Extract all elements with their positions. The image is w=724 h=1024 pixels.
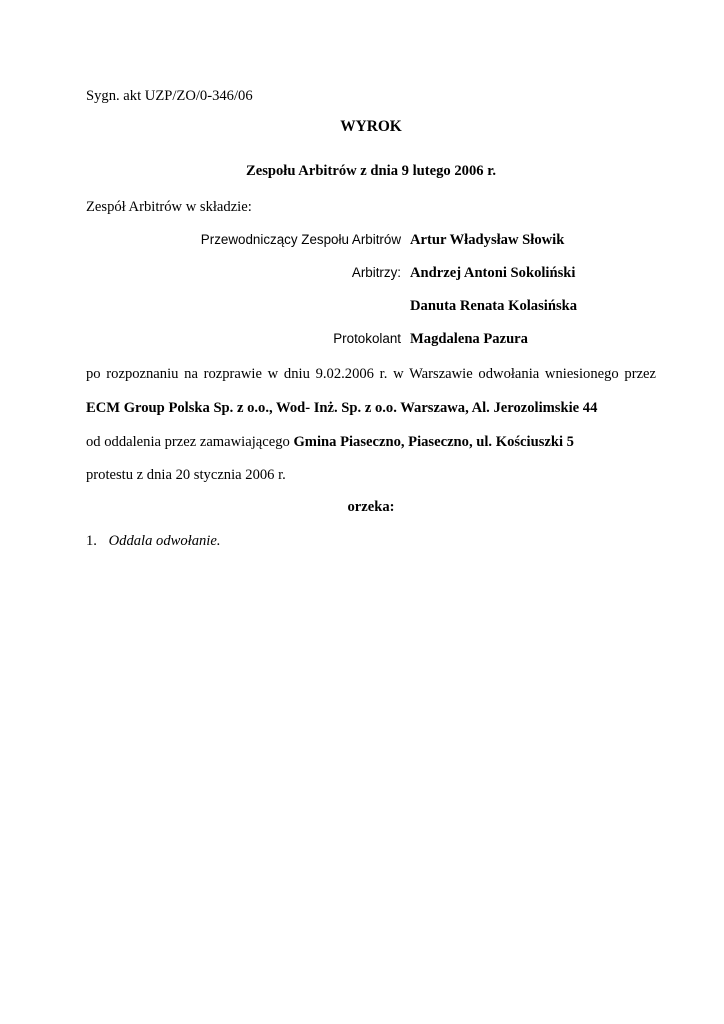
contracting-authority-name: Gmina Piaseczno, Piaseczno, ul. Kościuszki 5 xyxy=(293,434,574,450)
panel-intro: Zespół Arbitrów w składzie: xyxy=(86,199,252,215)
contracting-authority-prefix: od oddalenia przez zamawiającego xyxy=(86,434,294,450)
ruling-item-number: 1. xyxy=(86,533,97,549)
case-number: Sygn. akt UZP/ZO/0-346/06 xyxy=(86,88,253,104)
clerk-name: Magdalena Pazura xyxy=(410,331,528,347)
hearing-line: po rozpoznaniu na rozprawie w dniu 9.02.2006 r. w Warszawie odwołania wniesionego przez xyxy=(86,366,656,382)
chair-label: Przewodniczący Zespołu Arbitrów xyxy=(200,232,401,247)
ruling-item-text: Oddala odwołanie. xyxy=(108,533,221,549)
protest-date-line: protestu z dnia 20 stycznia 2006 r. xyxy=(86,467,286,483)
clerk-label: Protokolant xyxy=(333,331,401,346)
arbiter-name-1: Andrzej Antoni Sokoliński xyxy=(410,265,576,281)
contracting-authority-line xyxy=(86,434,574,452)
ruling-heading: orzeka: xyxy=(347,499,395,515)
ruling-item xyxy=(86,533,221,551)
chair-name: Artur Władysław Słowik xyxy=(410,232,565,248)
document-title: WYROK xyxy=(340,118,402,135)
arbiters-label: Arbitrzy: xyxy=(351,265,401,280)
appellant-line: ECM Group Polska Sp. z o.o., Wod- Inż. Sp. z o.o. Warszawa, Al. Jerozolimskie 44 xyxy=(86,400,598,416)
arbiter-name-2: Danuta Renata Kolasińska xyxy=(410,298,578,314)
document-subtitle: Zespołu Arbitrów z dnia 9 lutego 2006 r. xyxy=(245,163,496,179)
